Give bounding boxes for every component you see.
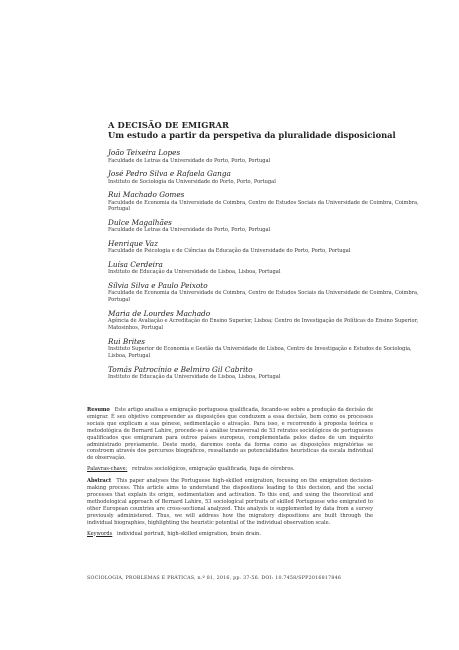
- author-entry: [108, 309, 428, 332]
- author-affiliation: Faculdade de Economia da Universidade de Coimbra, Centro de Estudos Sociais da Universidade de Coimbra, Coimbra, Portugal: [108, 290, 419, 304]
- author-name: Sílvia Silva e Paulo Peixoto: [108, 280, 208, 290]
- author-affiliation: Faculdade de Psicologia e de Ciências da Educação da Universidade do Porto, Porto, Portugal: [108, 248, 351, 255]
- author-affiliation: Faculdade de Economia da Universidade de Coimbra, Centro de Estudos Sociais da Universidade de Coimbra, Coimbra, Portugal: [108, 199, 419, 213]
- resumo-text: Este artigo analisa a emigração portuguesa qualificada, focando-se sobre a produção da decisão de emigrar. É seu objetivo compreender as disposições que conduzem a essa decisão, bem como os processos sociais que explicam a sua génese, sedimentação e ativação. Para isso, e recorrendo à proposta teórica e metodológica de Bernard Lahire, procede-se à análise transversal de 53 retratos sociológicos de portugueses qualificados que emigraram para outros países europeus, complementada pelos dados de um inquérito administrado previamente. Deste modo, daremos conta da forma como as disposições migratórias se constroem através dos percursos biográficos, ressaltando as potencialidades heurísticas da escala individual de observação.: [87, 407, 373, 462]
- author-name: Dulce Magalhães: [108, 217, 172, 227]
- author-entry: [108, 281, 428, 304]
- author-affiliation: Faculdade de Letras da Universidade do Porto, Porto, Portugal: [108, 157, 271, 164]
- author-entry: [108, 169, 428, 185]
- author-entry: [108, 218, 428, 234]
- author-entry: [108, 365, 428, 381]
- journal-footer: SOCIOLOGIA, PROBLEMAS E PRÁTICAS, n.º 81, 2016, pp. 37-56. DOI: 10.7458/SPP2016817846: [87, 576, 342, 581]
- keywords-line: [87, 531, 373, 538]
- resumo-label: Resumo: [87, 407, 110, 413]
- author-affiliation: Instituto de Sociologia da Universidade do Porto, Porto, Portugal: [108, 178, 276, 185]
- title-block: [108, 120, 428, 140]
- author-affiliation: Agência de Avaliação e Acreditação do Ensino Superior, Lisboa; Centro de Investigação de Políticas do Ensino Superior, Matosinhos, Portugal: [108, 318, 419, 332]
- abstracts-section: [87, 407, 373, 542]
- palavras-chave-line: [87, 466, 373, 473]
- author-entry: [108, 190, 428, 213]
- author-affiliation: Instituto Superior de Economia e Gestão da Universidade de Lisboa, Centro de Investigação e Estudos de Sociologia, Lisboa, Portugal: [108, 346, 412, 360]
- article-title: A DECISÃO DE EMIGRAR: [108, 120, 229, 130]
- author-affiliation: Instituto de Educação da Universidade de Lisboa, Lisboa, Portugal: [108, 374, 281, 381]
- author-name: Maria de Lourdes Machado: [108, 308, 211, 318]
- author-entry: [108, 239, 428, 255]
- author-entry: [108, 260, 428, 276]
- keywords-text: individual portrait, high-skilled emigration, brain drain.: [116, 530, 261, 537]
- palavras-chave-label: Palavras-chave:: [87, 466, 128, 473]
- author-name: Rui Brites: [108, 336, 146, 346]
- palavras-chave-text: retratos sociológicos, emigração qualificada, fuga de cérebros.: [132, 466, 295, 473]
- author-entry: [108, 337, 428, 360]
- author-name: Tomás Patrocínio e Belmiro Gil Cabrito: [108, 364, 253, 374]
- author-name: José Pedro Silva e Rafaela Ganga: [108, 169, 231, 178]
- author-name: Rui Machado Gomes: [108, 190, 185, 199]
- author-entry: [108, 148, 428, 164]
- article-subtitle: Um estudo a partir da perspetiva da pluralidade disposicional: [108, 130, 396, 140]
- author-affiliation: Instituto de Educação da Universidade de Lisboa, Lisboa, Portugal: [108, 269, 281, 276]
- author-name: Luísa Cerdeira: [108, 259, 163, 269]
- abstract-text: This paper analyses the Portuguese high-skilled emigration, focusing on the emigration decision-making process. This article aims to understand the dispositions leading to this decision, and the social processes that explain its origin, sedimentation and activation. To this end, and using the theoretical and methodological approach of Bernard Lahire, 53 sociological portraits of skilled Portuguese who emigrated to other European countries are cross-sectional analyzed. This analysis is supplemented by data from a survey previously administered. Thus, we will address how the migratory dispositions are built through the individual biographies, highlighting the heuristic potential of the individual observation scale.: [87, 478, 373, 526]
- author-affiliation: Faculdade de Letras da Universidade do Porto, Porto, Portugal: [108, 227, 271, 234]
- author-name: Henrique Vaz: [108, 238, 159, 248]
- abstract-label: Abstract: [87, 478, 112, 485]
- keywords-label: Keywords: [87, 530, 113, 537]
- resumo-paragraph: [87, 407, 373, 462]
- abstract-paragraph: [87, 478, 373, 526]
- author-name: João Teixeira Lopes: [108, 148, 181, 157]
- author-list: [108, 148, 428, 386]
